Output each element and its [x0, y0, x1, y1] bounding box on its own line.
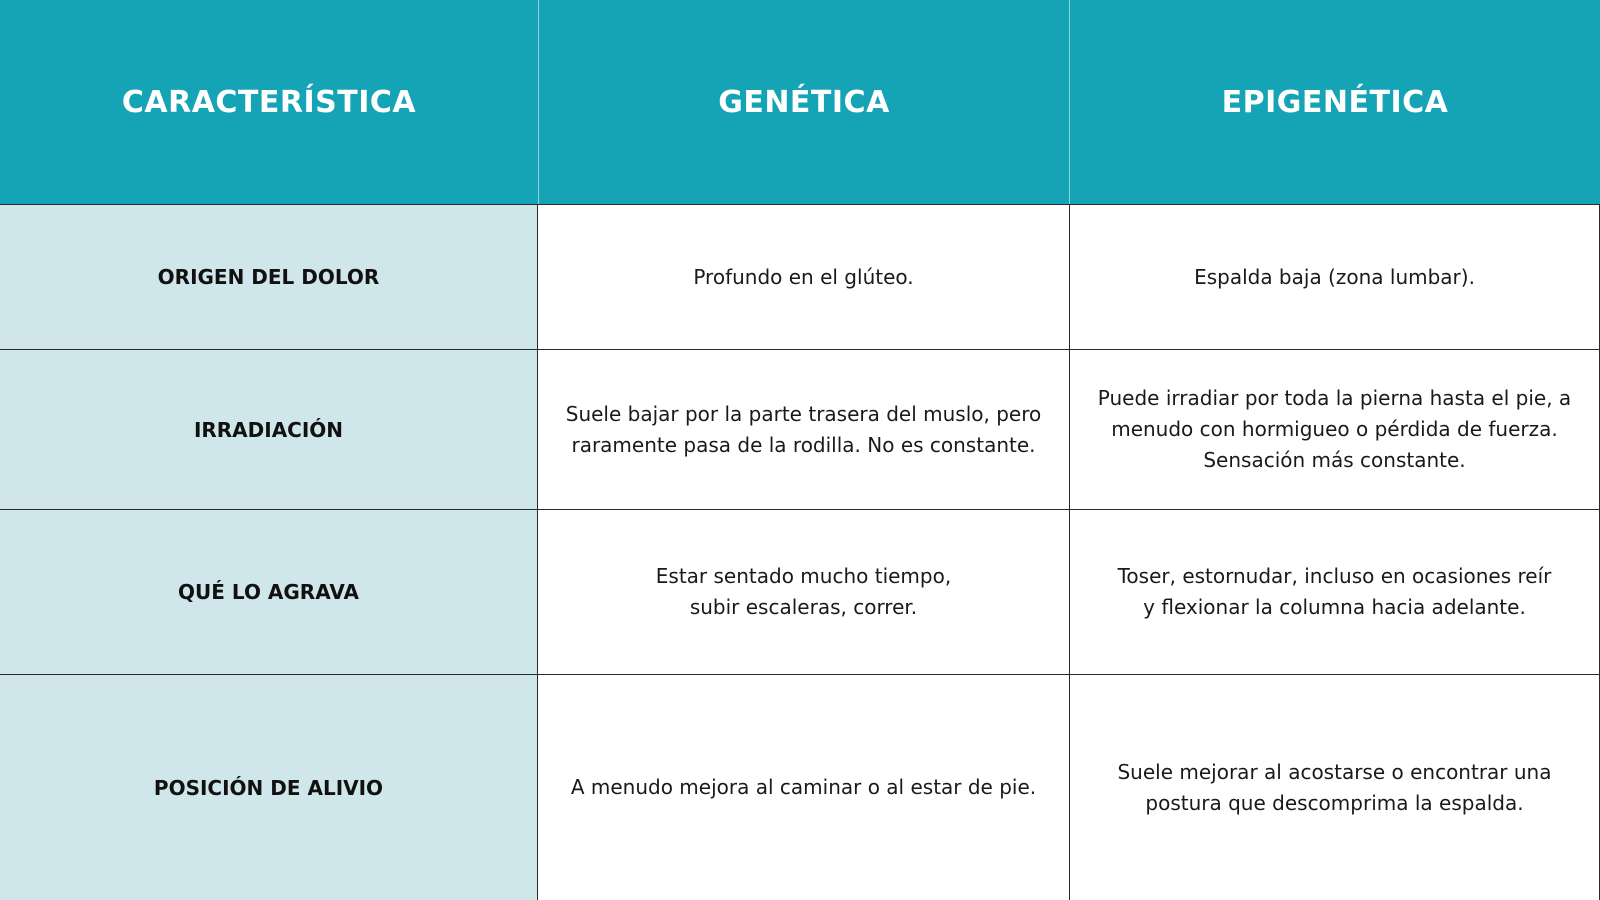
cell-text: Toser, estornudar, incluso en ocasiones reír y flexionar la columna hacia adelante.	[1117, 564, 1552, 619]
cell-epigenetica-alivio	[1070, 675, 1600, 900]
cell-text: A menudo mejora al caminar o al estar de pie.	[570, 775, 1037, 799]
row-label-alivio	[0, 675, 538, 900]
cell-genetica-alivio	[538, 675, 1070, 900]
header-genetica	[538, 0, 1070, 204]
header-caracteristica	[0, 0, 538, 204]
row-label-text: IRRADIACIÓN	[193, 417, 344, 442]
cell-text: Suele mejorar al acostarse o encontrar una postura que descomprima la espalda.	[1117, 759, 1552, 815]
header-genetica-label: GENÉTICA	[718, 84, 890, 120]
cell-epigenetica-origen	[1070, 204, 1600, 350]
cell-text: Puede irradiar por toda la pierna hasta el pie, a menudo con hormigueo o pérdida de fuerza. Sensación más constante.	[1097, 386, 1572, 472]
cell-genetica-agrava	[538, 510, 1070, 675]
row-label-irradiacion	[0, 350, 538, 510]
cell-epigenetica-irradiacion	[1070, 350, 1600, 510]
cell-text: Suele bajar por la parte trasera del muslo, pero raramente pasa de la rodilla. No es constante.	[565, 401, 1042, 457]
row-label-origen	[0, 204, 538, 350]
row-label-text: ORIGEN DEL DOLOR	[157, 265, 380, 289]
header-caracteristica-label: CARACTERÍSTICA	[121, 84, 417, 120]
row-label-agrava	[0, 510, 538, 675]
header-epigenetica	[1070, 0, 1600, 204]
cell-text: Estar sentado mucho tiempo, subir escaleras, correr.	[655, 564, 952, 619]
cell-epigenetica-agrava	[1070, 510, 1600, 675]
row-label-text: QUÉ LO AGRAVA	[178, 580, 359, 604]
row-label-text: POSICIÓN DE ALIVIO	[153, 775, 384, 800]
header-epigenetica-label: EPIGENÉTICA	[1221, 84, 1449, 120]
cell-text: Espalda baja (zona lumbar).	[1194, 264, 1475, 289]
cell-genetica-irradiacion	[538, 350, 1070, 510]
cell-text: Profundo en el glúteo.	[693, 264, 914, 289]
cell-genetica-origen	[538, 204, 1070, 350]
